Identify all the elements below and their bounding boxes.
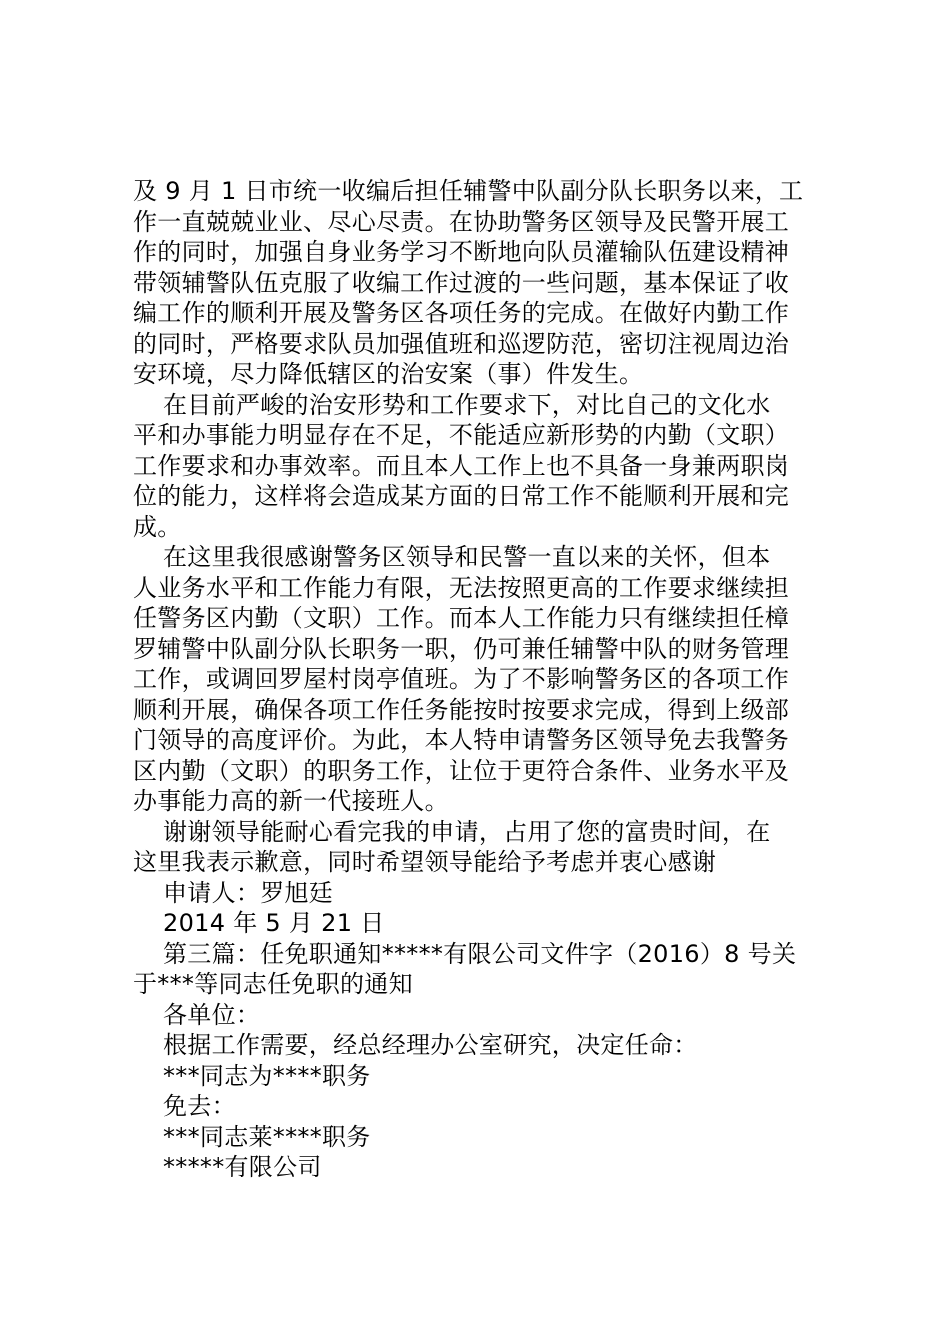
text-line: 带领辅警队伍克服了收编工作过渡的一些问题，基本保证了收	[133, 268, 790, 297]
text-line: 编工作的顺利开展及警务区各项任务的完成。在做好内勤工作	[133, 299, 790, 327]
document-page	[133, 176, 833, 1183]
text-line: 各单位：	[163, 1000, 261, 1029]
text-line: 在目前严峻的治安形势和工作要求下，对比自己的文化水	[163, 390, 771, 419]
text-line: 平和办事能力明显存在不足，不能适应新形势的内勤（文职）	[133, 421, 790, 449]
text-line: ***同志莱****职务	[163, 1122, 371, 1151]
text-line: 位的能力，这样将会造成某方面的日常工作不能顺利开展和完	[133, 482, 790, 510]
text-line: 安环境，尽力降低辖区的治安案（事）件发生。	[133, 360, 644, 388]
text-line: 作一直兢兢业业、尽心尽责。在协助警务区领导及民警开展工	[133, 207, 790, 236]
text-line: 2014 年 5 月 21 日	[163, 909, 385, 937]
paragraph-thanks	[133, 817, 833, 878]
section-heading-part-three	[133, 939, 833, 1000]
text-line: 申请人：罗旭廷	[163, 878, 334, 907]
paragraph-service-record	[133, 176, 833, 390]
appointment-item	[133, 1061, 833, 1092]
text-line: 罗辅警中队副分队长职务一职，仍可兼任辅警中队的财务管理	[133, 634, 790, 663]
appointment-intro	[133, 1030, 833, 1061]
text-line: 的同时，严格要求队员加强值班和巡逻防范，密切注视周边治	[133, 329, 790, 358]
text-line: 任警务区内勤（文职）工作。而本人工作能力只有继续担任樟	[133, 604, 790, 632]
text-line: 这里我表示歉意，同时希望领导能给予考虑并衷心感谢	[133, 848, 717, 876]
removal-item	[133, 1122, 833, 1153]
text-line: 成。	[133, 512, 182, 541]
text-line: 第三篇：任免职通知*****有限公司文件字（2016）8 号关	[163, 939, 797, 968]
text-line: 在这里我很感谢警务区领导和民警一直以来的关怀，但本	[163, 543, 771, 571]
application-date	[133, 908, 833, 939]
text-line: 作的同时，加强自身业务学习不断地向队员灌输队伍建设精神	[133, 238, 790, 266]
text-line: 于***等同志任免职的通知	[133, 970, 413, 998]
text-line: 办事能力高的新一代接班人。	[133, 787, 449, 815]
paragraph-self-assessment	[133, 390, 833, 543]
text-line: 工作要求和办事效率。而且本人工作上也不具备一身兼两职岗	[133, 451, 790, 480]
text-line: 人业务水平和工作能力有限，无法按照更高的工作要求继续担	[133, 573, 790, 602]
text-line: 工作，或调回罗屋村岗亭值班。为了不影响警务区的各项工作	[133, 665, 790, 693]
removal-heading	[133, 1091, 833, 1122]
text-line: 谢谢领导能耐心看完我的申请，占用了您的富贵时间，在	[163, 817, 771, 846]
text-line: 免去：	[163, 1092, 236, 1120]
text-line: 门领导的高度评价。为此，本人特申请警务区领导免去我警务	[133, 726, 790, 754]
text-line: 区内勤（文职）的职务工作，让位于更符合条件、业务水平及	[133, 756, 790, 785]
salutation	[133, 1000, 833, 1031]
text-line: ***同志为****职务	[163, 1061, 371, 1090]
text-line: 顺利开展，确保各项工作任务能按时按要求完成，得到上级部	[133, 695, 790, 724]
text-line: 及 9 月 1 日市统一收编后担任辅警中队副分队长职务以来，工	[133, 177, 804, 205]
applicant-signature	[133, 878, 833, 909]
text-line: 根据工作需要，经总经理办公室研究，决定任命：	[163, 1031, 698, 1059]
paragraph-resignation-request	[133, 542, 833, 817]
text-line: *****有限公司	[163, 1153, 322, 1181]
company-signature	[133, 1152, 833, 1183]
